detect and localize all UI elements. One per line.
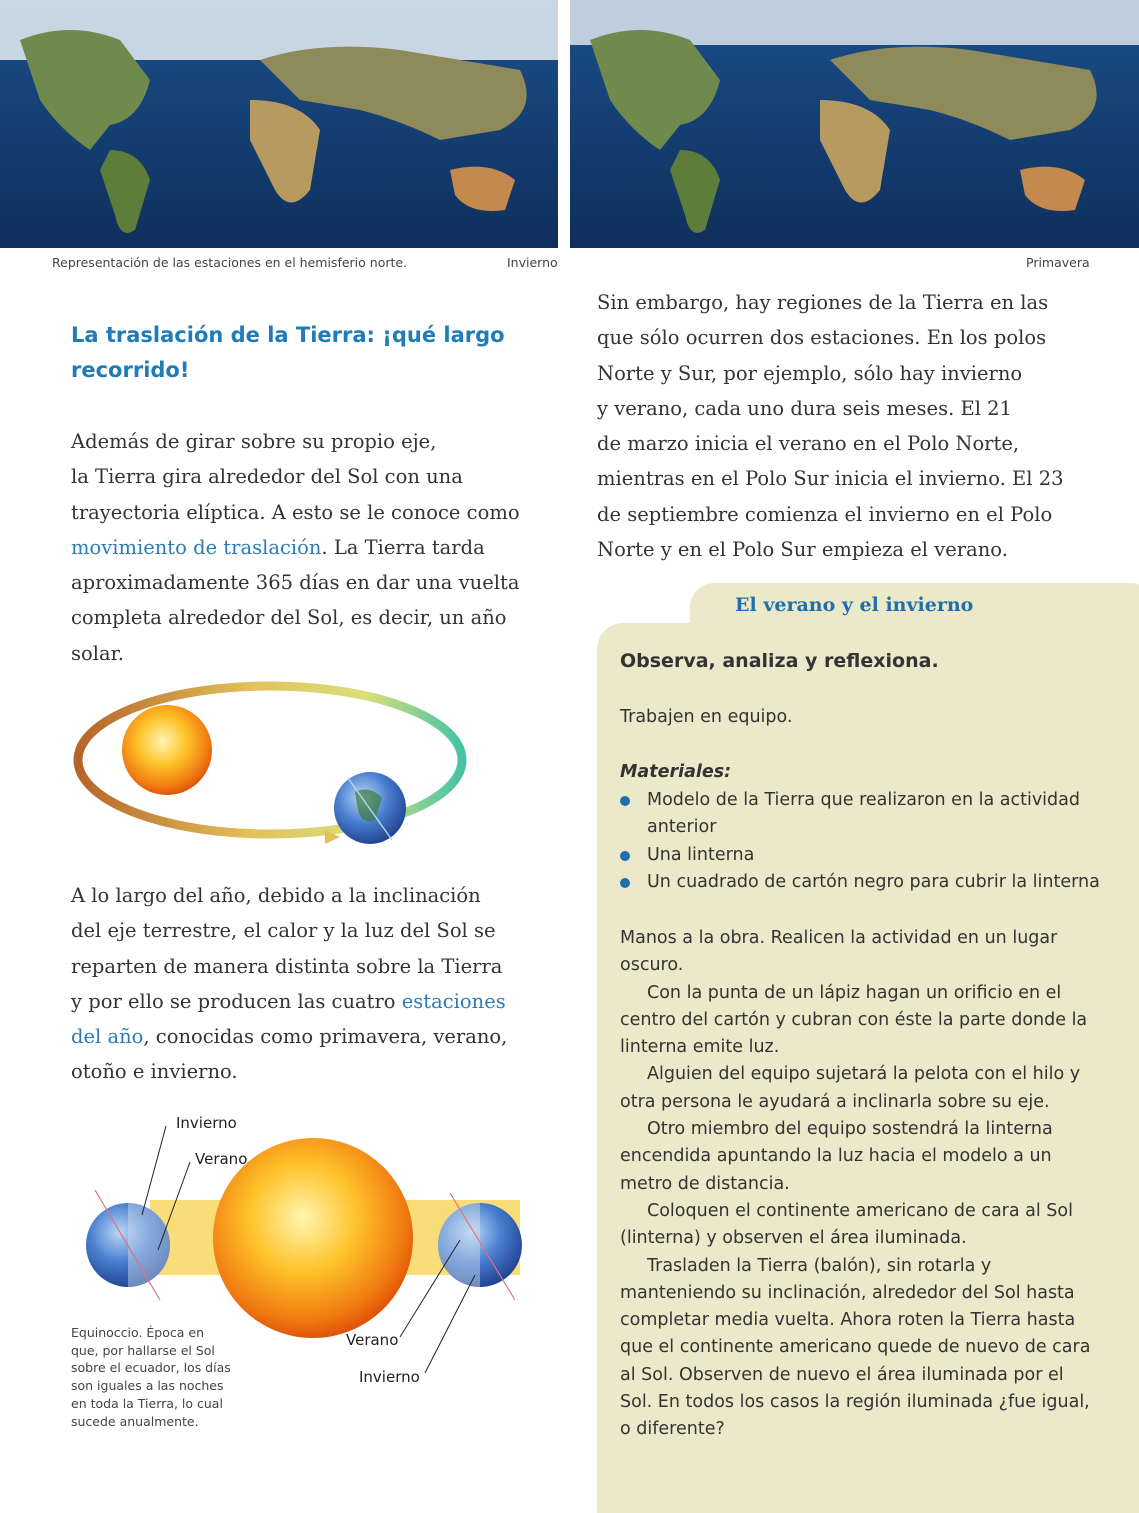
map-label-winter: Invierno (507, 255, 558, 270)
world-map-winter (0, 0, 558, 248)
label-verano-top: Verano (195, 1150, 248, 1168)
material-item: Un cuadrado de cartón negro para cubrir la linterna (620, 869, 1100, 896)
seasons-paragraph: A lo largo del año, debido a la inclinación del eje terrestre, el calor y la luz del Sol se reparten de manera distinta sobre la Tierra y por ello se producen las cuatro estaciones del año, conocidas como primavera, verano, otoño e invierno. (71, 884, 508, 1084)
bullet-icon (620, 878, 630, 888)
label-invierno-bottom: Invierno (359, 1368, 420, 1386)
section-heading: La traslación de la Tierra: ¡qué largo recorrido! (71, 323, 505, 382)
label-invierno-top: Invierno (176, 1114, 237, 1132)
activity-steps: Manos a la obra. Realicen la actividad en un lugar oscuro. Con la punta de un lápiz hagan un orificio en el centro del cartón y cubran con éste la parte donde la linterna emite luz. Alguien del equipo sujetará la pelota con el hilo y otra persona le ayudará a inclinarla sobre su eje. Otro miembro del equipo sostendrá la linterna encendida apuntando la luz hacia el modelo a un metro de distancia. Coloquen el continente americano de cara al Sol (linterna) y observen el área iluminada. Trasladen la Tierra (balón), sin rotarla y manteniendo su inclinación, alrededor del Sol hasta completar media vuelta. Ahora roten la Tierra hasta que el continente americano quede de nuevo de cara al Sol. Observen de nuevo el área iluminada por el Sol. En todos los casos la región iluminada ¿fue igual, o diferente? (620, 928, 1091, 1440)
term-del-ano: del año (71, 1025, 144, 1049)
equinox-caption: Equinoccio. Época en que, por hallarse el Sol sobre el ecuador, los días son iguales a las noches en toda la Tierra, lo cual sucede anualmente. (71, 1325, 231, 1429)
material-item: Una linterna (620, 842, 1100, 869)
bullet-icon (620, 851, 630, 861)
term-estaciones: estaciones (401, 989, 506, 1013)
maps-caption: Representación de las estaciones en el hemisferio norte. (52, 255, 408, 270)
material-item: Modelo de la Tierra que realizaron en la actividad anterior (620, 787, 1100, 842)
orbit-illustration (70, 680, 470, 865)
translation-paragraph: Además de girar sobre su propio eje, la Tierra gira alrededor del Sol con una trayectoria elíptica. A esto se le conoce como movimiento de traslación. La Tierra tarda aproximadamente 365 días en dar una vuelta completa alrededor del Sol, es decir, un año solar. (71, 430, 520, 665)
label-verano-bottom: Verano (346, 1331, 399, 1349)
map-label-spring: Primavera (1026, 255, 1090, 270)
activity-intro: Trabajen en equipo. (620, 707, 793, 727)
materials-label: Materiales: (620, 762, 732, 782)
bullet-icon (620, 796, 630, 806)
world-map-spring (570, 0, 1139, 248)
activity-title: Observa, analiza y reflexiona. (620, 650, 939, 672)
term-movimiento-traslacion: movimiento de traslación (71, 535, 322, 559)
activity-tab-title: El verano y el invierno (735, 594, 974, 616)
two-seasons-paragraph: Sin embargo, hay regiones de la Tierra en las que sólo ocurren dos estaciones. En los polos Norte y Sur, por ejemplo, sólo hay invierno y verano, cada uno dura seis meses. El 21 de marzo inicia el verano en el Polo Norte, mientras en el Polo Sur inicia el invierno. El 23 de septiembre comienza el invierno en el Polo Norte y en el Polo Sur empieza el verano. (597, 291, 1064, 562)
